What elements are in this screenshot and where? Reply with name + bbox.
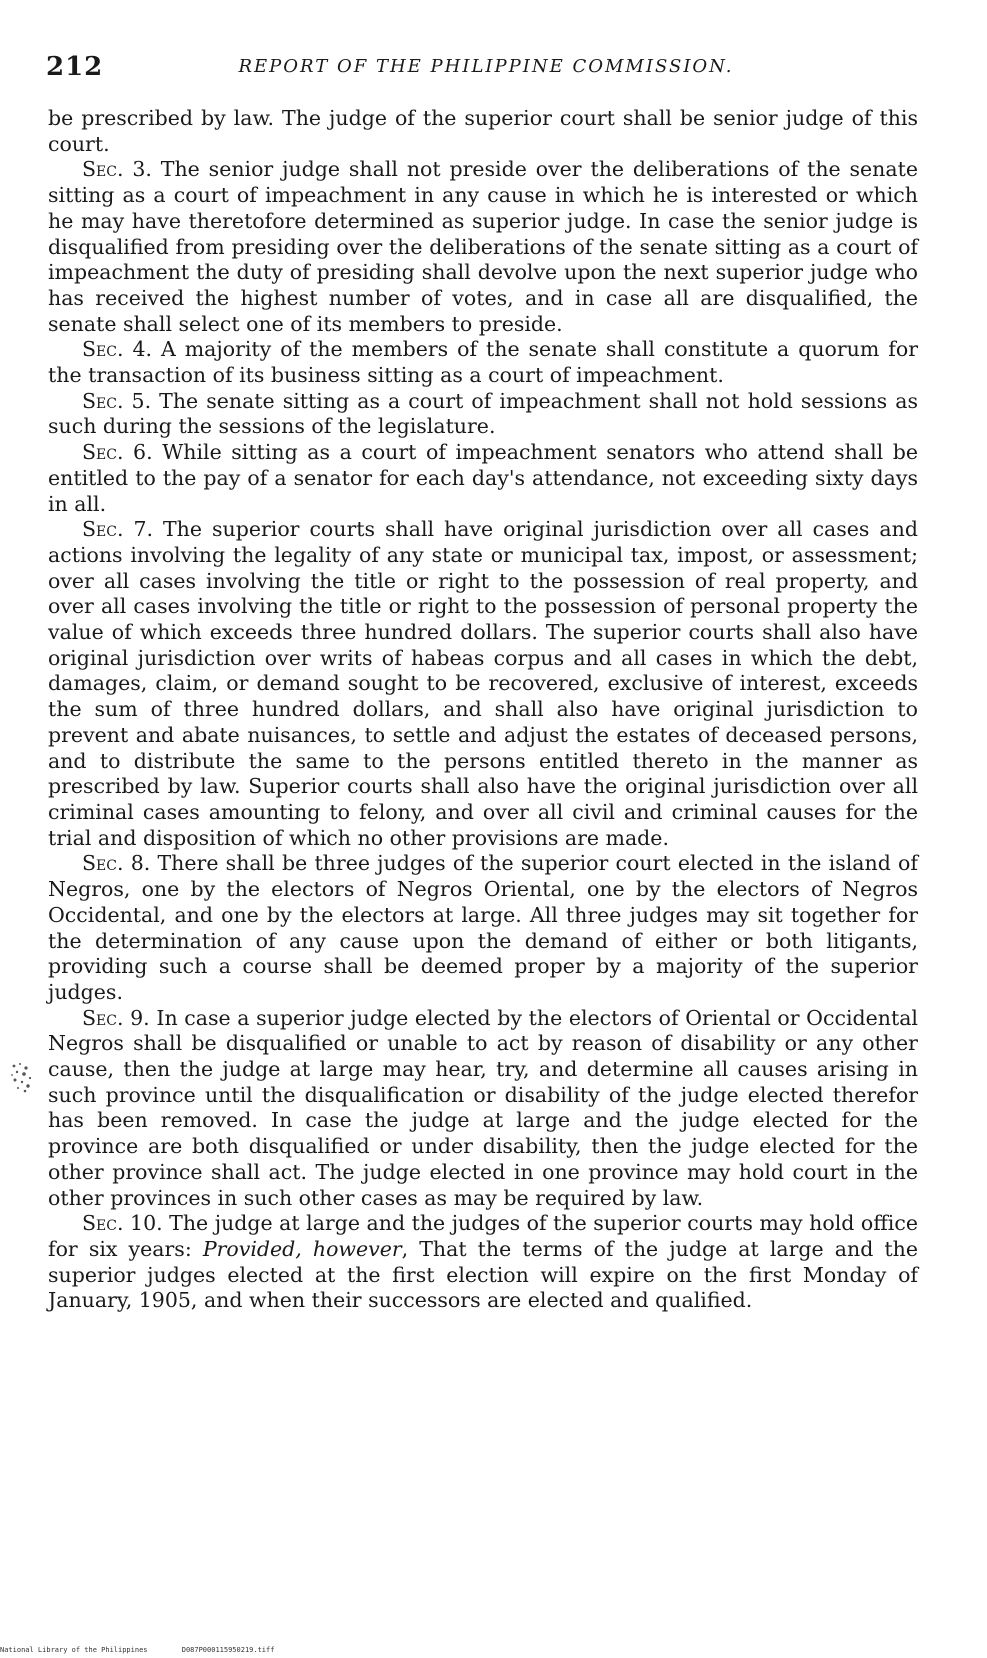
section-text: While sitting as a court of impeachment senators who attend shall be entitled to the pay of a senator for each day's attendance, not exceeding sixty days in all. — [48, 440, 918, 516]
section-label: Sec. 6. — [82, 440, 153, 465]
section-7 — [48, 517, 918, 851]
footer-file: D087P000115950219.tiff — [181, 1646, 275, 1654]
paragraph-text: be prescribed by law. The judge of the superior court shall be senior judge of this court. — [48, 106, 918, 156]
section-text: In case a superior judge elected by the electors of Oriental or Occidental Negros shall be disqualified or unable to act by reason of disability or any other cause, then the judge at large may hear, try, and determine all causes arising in such province until the disqualification or disability of the judge elected therefor has been removed. In case the judge at large and the judge elected for the province are both disqualified or under disability, then the judge elected for the other province shall act. The judge elected in one province may hold court in the other provinces in such other cases as may be required by law. — [48, 1005, 918, 1210]
section-label: Sec. 10. — [82, 1211, 163, 1236]
section-label: Sec. 8. — [82, 851, 151, 876]
section-3 — [48, 157, 918, 337]
section-5 — [48, 389, 918, 440]
section-8 — [48, 851, 918, 1005]
paragraph-continuation — [48, 106, 918, 157]
section-text: A majority of the members of the senate shall constitute a quorum for the transaction of its business sitting as a court of impeachment. — [48, 337, 919, 388]
section-text: , That the terms of the judge at large and the superior judges elected at the first election will expire on the first Monday of January, 1905, and when their successors are elected and qualified. — [48, 1236, 919, 1313]
section-text: The judge at large and the judges of the superior courts may hold office for six years: — [48, 1211, 918, 1261]
document-body — [48, 106, 918, 1526]
footer-library: National Library of the Philippines — [0, 1646, 148, 1654]
page-header — [46, 52, 926, 92]
section-10 — [48, 1211, 918, 1314]
section-label: Sec. 9. — [82, 1005, 150, 1030]
margin-ink-mark — [8, 1060, 36, 1094]
section-6 — [48, 440, 918, 517]
page-number: 212 — [46, 52, 104, 82]
section-text: The senior judge shall not preside over the deliberations of the senate sitting as a court of impeachment in any cause in which he is interested or which he may have theretofore determined as superior judge. In case the senior judge is disqualified from presiding over the deliberations of the senate sitting as a court of impeachment the duty of presiding shall devolve upon the next superior judge who has received the highest number of votes, and in case all are disqualified, the senate shall select one of its members to preside. — [48, 157, 918, 336]
section-text: There shall be three judges of the superior court elected in the island of Negros, one by the electors of Negros Oriental, one by the electors of Negros Occidental, and one by the electors at large. All three judges may sit together for the determination of any cause upon the demand of either or both litigants, providing such a course shall be deemed proper by a majority of the superior judges. — [48, 851, 918, 1004]
running-head: REPORT OF THE PHILIPPINE COMMISSION. — [238, 56, 734, 77]
section-label: Sec. 5. — [82, 388, 152, 413]
proviso-emphasis: Provided, however — [202, 1236, 402, 1261]
section-label: Sec. 3. — [82, 157, 152, 182]
scan-footer — [0, 1646, 700, 1658]
section-9 — [48, 1006, 918, 1212]
section-4 — [48, 337, 918, 388]
section-label: Sec. 7. — [82, 517, 154, 542]
section-label: Sec. 4. — [82, 337, 153, 362]
section-text: The senate sitting as a court of impeachment shall not hold sessions as such during the sessions of the legislature. — [48, 388, 918, 439]
section-text: The superior courts shall have original jurisdiction over all cases and actions involving the legality of any state or municipal tax, impost, or assessment; over all cases involving the title or right to the possession of real property, and over all cases involving the title or right to the possession of personal property the value of which exceeds three hundred dollars. The superior courts shall also have original jurisdiction over writs of habeas corpus and all cases in which the debt, damages, claim, or demand sought to be recovered, exclusive of interest, exceeds the sum of three hundred dollars, and shall also have original jurisdiction to prevent and abate nuisances, to settle and adjust the estates of deceased persons, and to distribute the same to the persons entitled thereto in the manner as prescribed by law. Superior courts shall also have the original jurisdiction over all criminal cases amounting to felony, and over all civil and criminal causes for the trial and disposition of which no other provisions are made. — [48, 517, 918, 850]
